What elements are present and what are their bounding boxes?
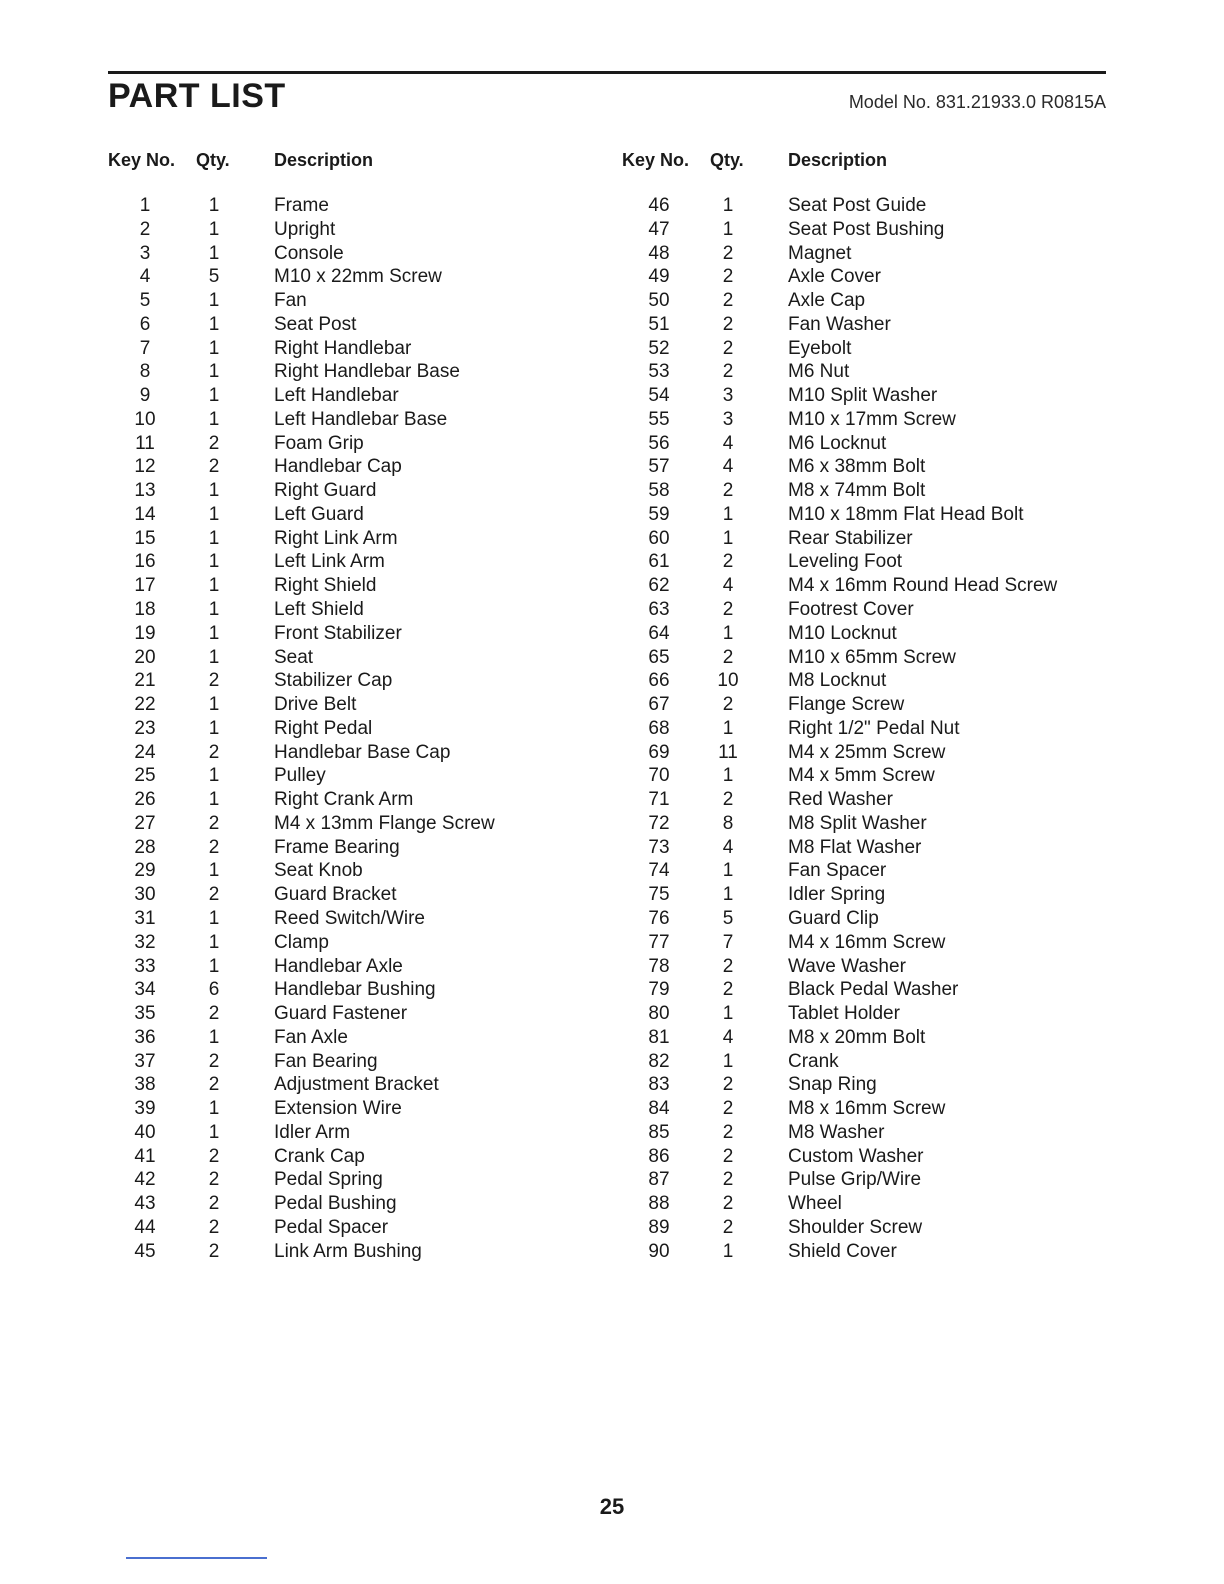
part-qty: 1 [208, 646, 220, 668]
part-description: Pedal Bushing [274, 1193, 397, 1215]
part-key-no: 31 [134, 907, 156, 929]
part-key-no: 90 [648, 1240, 670, 1262]
part-qty: 1 [722, 765, 734, 787]
part-description: Seat Post Bushing [788, 218, 945, 240]
part-description: Seat [274, 646, 314, 668]
part-description: Fan Axle [274, 1026, 348, 1048]
part-qty: 2 [208, 884, 220, 906]
part-key-no: 63 [648, 599, 670, 621]
part-key-no: 48 [648, 242, 670, 264]
part-key-no: 53 [648, 361, 670, 383]
part-description: M8 x 20mm Bolt [788, 1026, 926, 1048]
part-description: Adjustment Bracket [274, 1074, 439, 1096]
part-description: M4 x 16mm Screw [788, 931, 946, 953]
part-key-no: 33 [134, 955, 156, 977]
part-key-no: 19 [134, 622, 156, 644]
part-qty: 1 [208, 1121, 220, 1143]
part-description: Axle Cap [788, 290, 866, 312]
part-key-no: 35 [134, 1003, 156, 1025]
part-qty: 1 [722, 527, 734, 549]
part-key-no: 87 [648, 1169, 670, 1191]
part-description: Magnet [788, 242, 852, 264]
part-description: Foam Grip [274, 432, 364, 454]
part-description: Handlebar Bushing [274, 979, 436, 1001]
part-qty: 1 [208, 551, 220, 573]
part-key-no: 6 [139, 313, 151, 335]
part-qty: 1 [208, 717, 220, 739]
part-key-no: 76 [648, 907, 670, 929]
part-description: Axle Cover [788, 266, 881, 288]
part-key-no: 17 [134, 575, 156, 597]
part-qty: 2 [722, 242, 734, 264]
part-description: M10 Locknut [788, 622, 897, 644]
part-key-no: 65 [648, 646, 670, 668]
top-rule [108, 71, 1106, 74]
part-qty: 1 [722, 1050, 734, 1072]
part-qty: 1 [208, 242, 220, 264]
part-key-no: 51 [648, 313, 670, 335]
key-no-header: Key No. [622, 150, 690, 170]
part-description: Pulse Grip/Wire [788, 1169, 922, 1191]
part-key-no: 12 [134, 456, 156, 478]
part-qty: 11 [718, 741, 738, 763]
part-description: Seat Knob [274, 860, 363, 882]
part-key-no: 18 [134, 599, 156, 621]
part-qty: 2 [722, 1121, 734, 1143]
part-key-no: 11 [135, 432, 155, 454]
part-key-no: 40 [134, 1121, 156, 1143]
part-key-no: 22 [134, 694, 156, 716]
part-key-no: 38 [134, 1074, 156, 1096]
part-qty: 3 [722, 385, 734, 407]
part-qty: 2 [722, 1074, 734, 1096]
part-key-no: 68 [648, 717, 670, 739]
part-description: M10 x 65mm Screw [788, 646, 956, 668]
part-description: Clamp [274, 931, 329, 953]
part-key-no: 58 [648, 480, 670, 502]
part-key-no: 60 [648, 527, 670, 549]
part-description: Fan Spacer [788, 860, 887, 882]
model-number: Model No. 831.21933.0 R0815A [848, 92, 1106, 112]
part-description: Pedal Spring [274, 1169, 383, 1191]
part-description: Fan Bearing [274, 1050, 378, 1072]
part-qty: 2 [722, 480, 734, 502]
part-description: Pulley [274, 765, 326, 787]
part-description: M6 Locknut [788, 432, 887, 454]
part-qty: 4 [722, 1026, 734, 1048]
part-qty: 1 [208, 599, 220, 621]
bottom-divider [126, 1557, 267, 1559]
part-description: Left Guard [274, 503, 364, 525]
part-description: Tablet Holder [788, 1003, 900, 1025]
part-key-no: 41 [134, 1145, 156, 1167]
part-key-no: 43 [134, 1193, 156, 1215]
part-qty: 1 [208, 622, 220, 644]
part-description: Handlebar Base Cap [274, 741, 451, 763]
part-qty: 2 [208, 812, 220, 834]
part-description: M8 Split Washer [788, 812, 927, 834]
part-qty: 5 [722, 907, 734, 929]
part-qty: 2 [722, 694, 734, 716]
part-qty: 8 [722, 812, 734, 834]
part-description: Handlebar Cap [274, 456, 402, 478]
part-key-no: 10 [134, 408, 156, 430]
part-qty: 2 [722, 599, 734, 621]
part-description: Right Guard [274, 480, 377, 502]
part-key-no: 49 [648, 266, 670, 288]
part-qty: 5 [208, 266, 220, 288]
part-key-no: 74 [648, 860, 670, 882]
part-description: Fan Washer [788, 313, 891, 335]
part-description: Idler Arm [274, 1121, 351, 1143]
part-description: M4 x 5mm Screw [788, 765, 935, 787]
part-key-no: 83 [648, 1074, 670, 1096]
part-qty: 1 [208, 313, 220, 335]
part-key-no: 5 [139, 290, 151, 312]
part-description: Front Stabilizer [274, 622, 402, 644]
part-description: Right Pedal [274, 717, 373, 739]
part-key-no: 42 [134, 1169, 156, 1191]
part-description: M4 x 25mm Screw [788, 741, 946, 763]
part-description: Shoulder Screw [788, 1216, 923, 1238]
part-description: M8 Locknut [788, 670, 887, 692]
part-key-no: 61 [648, 551, 670, 573]
part-qty: 1 [722, 1240, 734, 1262]
part-description: Right Shield [274, 575, 377, 597]
part-description: Red Washer [788, 789, 893, 811]
part-key-no: 88 [648, 1193, 670, 1215]
part-qty: 2 [208, 1240, 220, 1262]
part-qty: 1 [722, 860, 734, 882]
part-key-no: 45 [134, 1240, 156, 1262]
part-key-no: 59 [648, 503, 670, 525]
part-description: Crank Cap [274, 1145, 365, 1167]
part-description: Fan [274, 290, 307, 312]
part-description: Wheel [788, 1193, 842, 1215]
part-qty: 2 [722, 313, 734, 335]
part-key-no: 89 [648, 1216, 670, 1238]
part-qty: 1 [208, 290, 220, 312]
part-qty: 2 [722, 1098, 734, 1120]
part-qty: 2 [208, 1216, 220, 1238]
part-qty: 2 [208, 456, 220, 478]
part-description: Idler Spring [788, 884, 886, 906]
part-qty: 2 [722, 1145, 734, 1167]
part-qty: 1 [208, 195, 220, 216]
part-description: M4 x 13mm Flange Screw [274, 812, 495, 834]
part-qty: 1 [208, 527, 220, 549]
part-description: Eyebolt [788, 337, 852, 359]
part-description: Drive Belt [274, 694, 357, 716]
part-key-no: 25 [134, 765, 156, 787]
part-qty: 1 [208, 503, 220, 525]
part-description: Pedal Spacer [274, 1216, 389, 1238]
part-key-no: 71 [648, 789, 670, 811]
part-qty: 2 [722, 551, 734, 573]
page-title: PART LIST [108, 77, 286, 115]
part-qty: 2 [722, 646, 734, 668]
part-key-no: 57 [648, 456, 670, 478]
part-qty: 2 [722, 337, 734, 359]
part-key-no: 85 [648, 1121, 670, 1143]
part-description: M8 Washer [788, 1121, 885, 1143]
part-qty: 1 [722, 717, 734, 739]
part-qty: 2 [208, 1003, 220, 1025]
part-description: M8 x 16mm Screw [788, 1098, 946, 1120]
part-key-no: 16 [134, 551, 156, 573]
part-qty: 1 [208, 337, 220, 359]
part-description: Seat Post [274, 313, 357, 335]
part-key-no: 72 [648, 812, 670, 834]
part-qty: 4 [722, 575, 734, 597]
part-description: Right Handlebar [274, 337, 412, 359]
part-qty: 1 [208, 694, 220, 716]
part-description: Frame [274, 195, 329, 216]
part-key-no: 50 [648, 290, 670, 312]
part-qty: 2 [208, 1169, 220, 1191]
part-qty: 2 [208, 1193, 220, 1215]
part-key-no: 8 [139, 361, 151, 383]
part-key-no: 29 [134, 860, 156, 882]
part-description: M10 x 18mm Flat Head Bolt [788, 503, 1024, 525]
part-key-no: 82 [648, 1050, 670, 1072]
part-qty: 10 [717, 670, 739, 692]
part-qty: 4 [722, 456, 734, 478]
part-description: M6 Nut [788, 361, 850, 383]
part-qty: 1 [208, 1026, 220, 1048]
part-qty: 2 [722, 290, 734, 312]
part-description: Crank [788, 1050, 839, 1072]
part-description: M6 x 38mm Bolt [788, 456, 926, 478]
part-qty: 2 [208, 1050, 220, 1072]
part-qty: 6 [208, 979, 220, 1001]
part-key-no: 73 [648, 836, 670, 858]
part-description: Left Handlebar Base [274, 408, 448, 430]
part-key-no: 78 [648, 955, 670, 977]
part-key-no: 4 [139, 266, 151, 288]
part-key-no: 30 [134, 884, 156, 906]
part-description: Guard Bracket [274, 884, 397, 906]
part-description: Left Link Arm [274, 551, 385, 573]
part-qty: 1 [208, 480, 220, 502]
part-qty: 1 [208, 575, 220, 597]
part-qty: 2 [208, 1074, 220, 1096]
part-key-no: 26 [134, 789, 156, 811]
part-qty: 2 [208, 432, 220, 454]
part-description: Right Link Arm [274, 527, 398, 549]
part-key-no: 66 [648, 670, 670, 692]
part-qty: 1 [208, 361, 220, 383]
part-description: Wave Washer [788, 955, 906, 977]
part-description: M10 x 22mm Screw [274, 266, 442, 288]
part-key-no: 3 [139, 242, 151, 264]
part-qty: 1 [208, 789, 220, 811]
part-qty: 2 [722, 955, 734, 977]
part-description: Flange Screw [788, 694, 905, 716]
part-description: Frame Bearing [274, 836, 400, 858]
part-description: Black Pedal Washer [788, 979, 959, 1001]
part-description: Snap Ring [788, 1074, 877, 1096]
part-qty: 2 [208, 670, 220, 692]
part-key-no: 2 [139, 218, 151, 240]
part-description: Console [274, 242, 344, 264]
qty-header: Qty. [196, 150, 230, 170]
part-qty: 1 [208, 1098, 220, 1120]
description-header: Description [274, 150, 374, 170]
part-key-no: 24 [134, 741, 156, 763]
part-description: Link Arm Bushing [274, 1240, 422, 1262]
part-key-no: 81 [648, 1026, 670, 1048]
part-qty: 1 [722, 622, 734, 644]
part-description: Stabilizer Cap [274, 670, 393, 692]
part-key-no: 7 [139, 337, 151, 359]
part-qty: 2 [722, 789, 734, 811]
part-description: Footrest Cover [788, 599, 914, 621]
part-key-no: 21 [134, 670, 156, 692]
part-key-no: 75 [648, 884, 670, 906]
part-key-no: 77 [648, 931, 670, 953]
part-qty: 1 [722, 195, 734, 216]
part-key-no: 64 [648, 622, 670, 644]
part-qty: 2 [208, 741, 220, 763]
part-qty: 1 [208, 860, 220, 882]
part-description: Right Handlebar Base [274, 361, 460, 383]
part-key-no: 20 [134, 646, 156, 668]
part-key-no: 28 [134, 836, 156, 858]
part-qty: 1 [208, 907, 220, 929]
part-description: Guard Fastener [274, 1003, 408, 1025]
part-qty: 1 [208, 931, 220, 953]
part-key-no: 27 [134, 812, 156, 834]
part-qty: 1 [208, 408, 220, 430]
part-description: Left Handlebar [274, 385, 399, 407]
part-description: Shield Cover [788, 1240, 897, 1262]
part-key-no: 32 [134, 931, 156, 953]
part-qty: 1 [722, 218, 734, 240]
part-description: Upright [274, 218, 336, 240]
part-key-no: 13 [134, 480, 156, 502]
part-key-no: 15 [134, 527, 156, 549]
part-key-no: 70 [648, 765, 670, 787]
part-qty: 2 [722, 361, 734, 383]
part-key-no: 47 [648, 218, 670, 240]
part-qty: 1 [722, 503, 734, 525]
part-qty: 4 [722, 432, 734, 454]
part-qty: 7 [722, 931, 734, 953]
part-description: M4 x 16mm Round Head Screw [788, 575, 1058, 597]
part-key-no: 37 [134, 1050, 156, 1072]
part-key-no: 62 [648, 575, 670, 597]
part-description: M10 x 17mm Screw [788, 408, 956, 430]
part-key-no: 54 [648, 385, 670, 407]
part-qty: 2 [722, 1216, 734, 1238]
part-description: Guard Clip [788, 907, 879, 929]
key-no-header: Key No. [108, 150, 176, 170]
part-qty: 2 [208, 836, 220, 858]
part-description: Right Crank Arm [274, 789, 414, 811]
part-description: M8 Flat Washer [788, 836, 922, 858]
part-description: Left Shield [274, 599, 364, 621]
part-qty: 2 [722, 266, 734, 288]
page-number: 25 [599, 1494, 625, 1519]
part-description: M8 x 74mm Bolt [788, 480, 926, 502]
part-key-no: 80 [648, 1003, 670, 1025]
part-description: Rear Stabilizer [788, 527, 913, 549]
part-description: Custom Washer [788, 1145, 924, 1167]
part-key-no: 36 [134, 1026, 156, 1048]
part-qty: 1 [722, 884, 734, 906]
part-key-no: 23 [134, 717, 156, 739]
part-key-no: 86 [648, 1145, 670, 1167]
part-key-no: 55 [648, 408, 670, 430]
part-key-no: 52 [648, 337, 670, 359]
part-qty: 1 [208, 218, 220, 240]
part-qty: 3 [722, 408, 734, 430]
part-qty: 1 [208, 955, 220, 977]
part-key-no: 69 [648, 741, 670, 763]
part-key-no: 67 [648, 694, 670, 716]
part-key-no: 39 [134, 1098, 156, 1120]
part-qty: 1 [208, 765, 220, 787]
part-qty: 2 [722, 979, 734, 1001]
part-description: Seat Post Guide [788, 195, 927, 216]
part-qty: 4 [722, 836, 734, 858]
part-qty: 1 [722, 1003, 734, 1025]
part-description: Handlebar Axle [274, 955, 403, 977]
part-key-no: 1 [139, 195, 151, 216]
part-key-no: 34 [134, 979, 156, 1001]
part-key-no: 56 [648, 432, 670, 454]
part-qty: 2 [722, 1193, 734, 1215]
part-key-no: 9 [139, 385, 151, 407]
part-description: Leveling Foot [788, 551, 903, 573]
part-description: Extension Wire [274, 1098, 402, 1120]
part-description: Reed Switch/Wire [274, 907, 425, 929]
qty-header: Qty. [710, 150, 744, 170]
description-header: Description [788, 150, 888, 170]
part-key-no: 44 [134, 1216, 156, 1238]
part-description: Right 1/2" Pedal Nut [788, 717, 960, 739]
part-qty: 2 [208, 1145, 220, 1167]
part-key-no: 46 [648, 195, 670, 216]
part-qty: 2 [722, 1169, 734, 1191]
part-key-no: 84 [648, 1098, 670, 1120]
part-qty: 1 [208, 385, 220, 407]
part-description: M10 Split Washer [788, 385, 938, 407]
part-key-no: 14 [134, 503, 156, 525]
part-key-no: 79 [648, 979, 670, 1001]
